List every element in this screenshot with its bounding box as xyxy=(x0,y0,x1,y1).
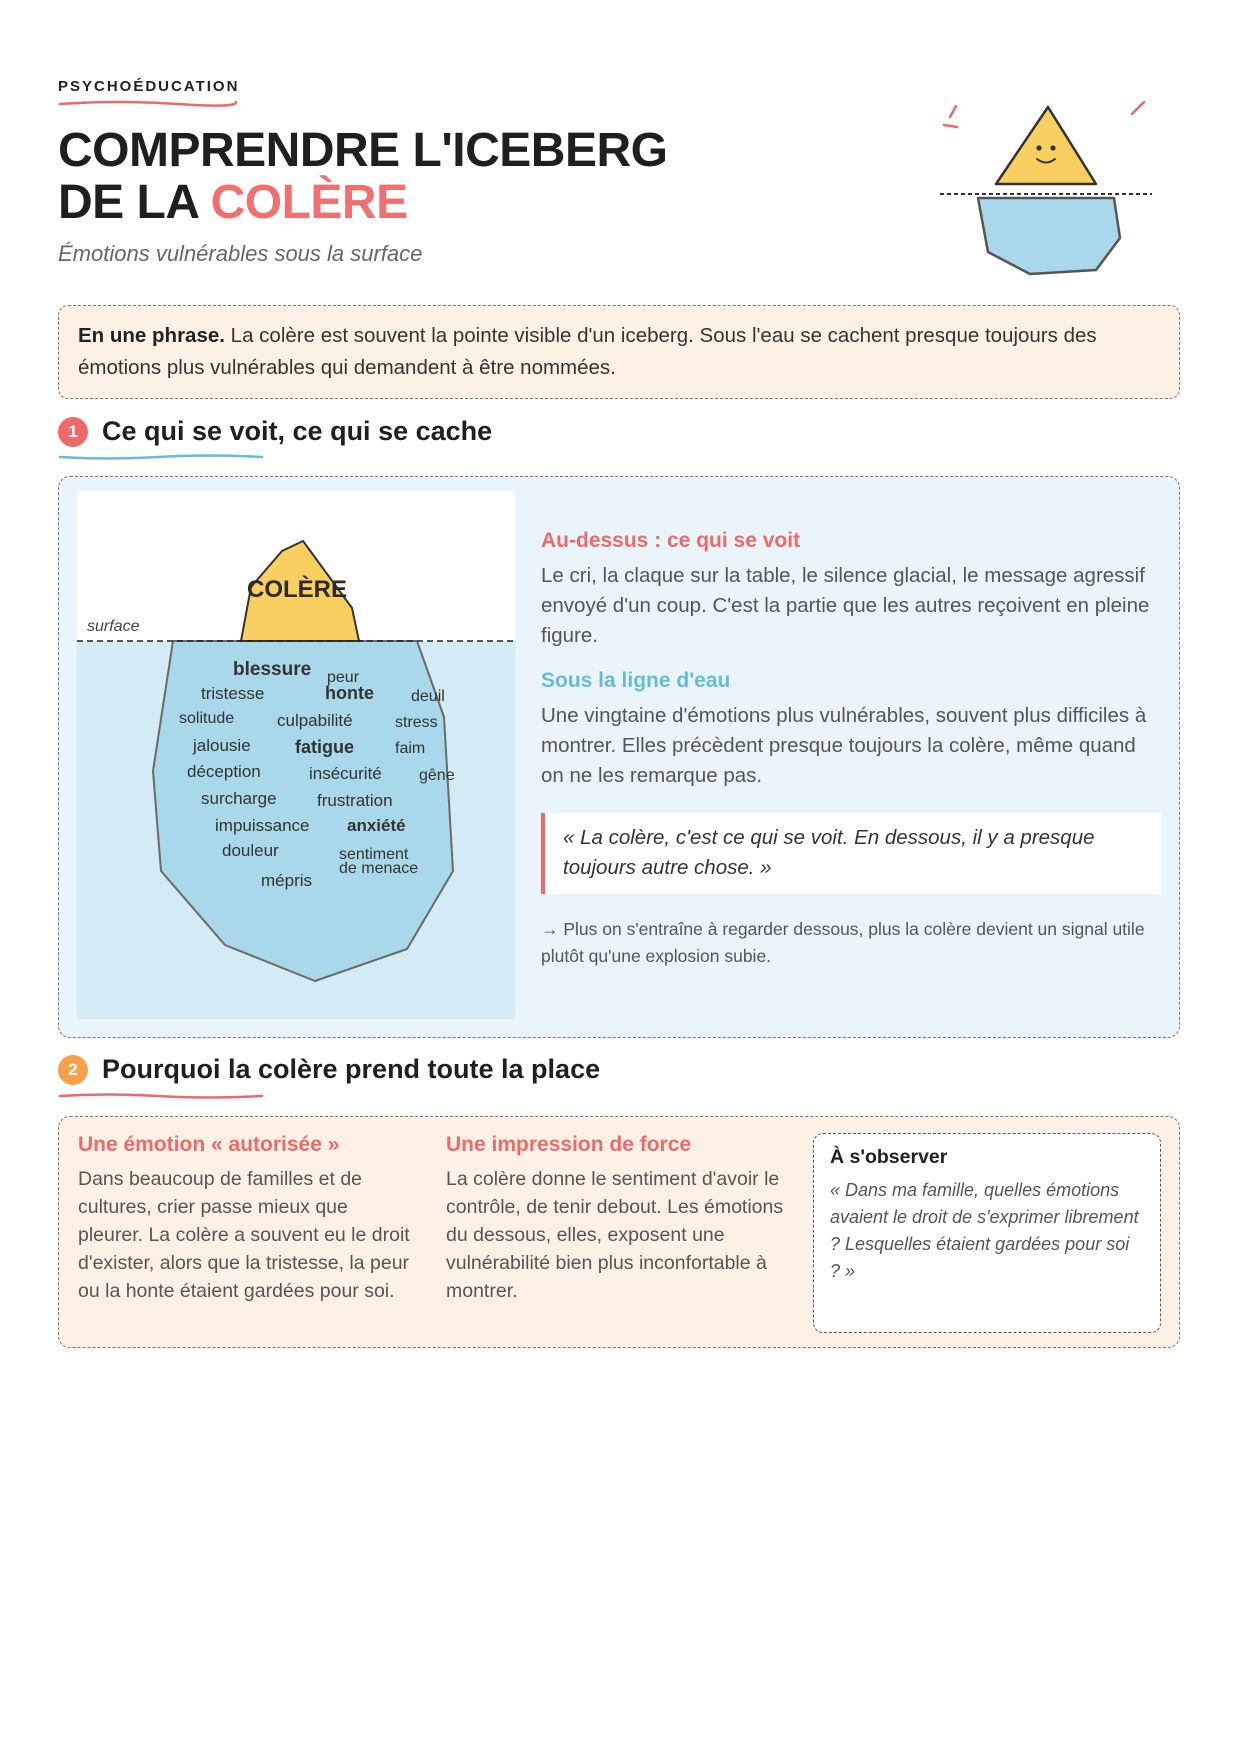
below-text: Une vingtaine d'émotions plus vulnérables, souvent plus difficiles à montrer. Elles précèdent presque toujours la colère, même quand on ne les remarque pas. xyxy=(541,704,1147,787)
emotion-word: frustration xyxy=(317,791,393,810)
emotion-word: solitude xyxy=(179,710,235,727)
emotion-word: anxiété xyxy=(347,816,406,835)
above-text: Le cri, la claque sur la table, le silence glacial, le message agressif envoyé d'un coup. C'est la partie que les autres reçoivent en pleine figure. xyxy=(541,564,1150,647)
spark-line-left-bottom xyxy=(944,125,957,127)
observe-question: « Dans ma famille, quelles émotions avaient le droit de s'exprimer librement ? Lesquelles étaient gardées pour soi ? » xyxy=(830,1180,1139,1281)
self-observation-box xyxy=(813,1133,1161,1333)
emotion-word: sentiment xyxy=(339,846,409,863)
spark-line-left-top xyxy=(950,106,956,117)
section-1-header xyxy=(58,416,492,447)
left-eye xyxy=(1036,145,1041,150)
emotion-word: gêne xyxy=(419,767,455,784)
section-2-number: 2 xyxy=(58,1055,88,1085)
section-1-number: 1 xyxy=(58,417,88,447)
title-line-2-prefix: DE LA xyxy=(58,176,211,229)
emotion-word: mépris xyxy=(261,871,313,890)
arrow-note: → Plus on s'entraîne à regarder dessous, plus la colère devient un signal utile plutôt qu'une explosion subie. xyxy=(541,919,1145,966)
above-heading: Au-dessus : ce qui se voit xyxy=(541,529,801,552)
quote-block: « La colère, c'est ce qui se voit. En dessous, il y a presque toujours autre chose. » xyxy=(541,813,1161,894)
emotion-word: stress xyxy=(395,714,438,731)
emotion-word: surcharge xyxy=(201,789,277,808)
right-eye xyxy=(1050,145,1055,150)
iceberg-diagram xyxy=(77,491,515,1019)
column-authorized-emotion xyxy=(78,1133,418,1305)
title-accent-word: COLÈRE xyxy=(210,176,408,229)
column-2-text: La colère donne le sentiment d'avoir le contrôle, de tenir debout. Les émotions du dessous, elles, exposent une vulnérabilité bien plus inconfortable à montrer. xyxy=(446,1168,784,1302)
page-title xyxy=(58,125,758,229)
surface-label: surface xyxy=(87,618,140,635)
section-2-underline xyxy=(58,1092,264,1100)
emotion-word: jalousie xyxy=(193,736,251,755)
spark-line-right xyxy=(1132,102,1144,114)
kicker-label: PSYCHOÉDUCATION xyxy=(58,78,240,95)
title-line-1: COMPRENDRE L'ICEBERG xyxy=(58,124,668,177)
column-2-heading: Une impression de force xyxy=(446,1133,692,1156)
section-1-title: Ce qui se voit, ce qui se cache xyxy=(102,416,493,446)
section-2-header xyxy=(58,1054,600,1085)
emotion-word: honte xyxy=(325,683,374,703)
emotion-word: de menace xyxy=(339,860,419,877)
title-line-2 xyxy=(58,177,758,229)
summary-box xyxy=(58,305,1180,399)
emotion-word: insécurité xyxy=(309,764,382,783)
hero-iceberg-tip xyxy=(996,107,1096,184)
observe-heading: À s'observer xyxy=(830,1146,948,1168)
section-2-panel xyxy=(58,1116,1180,1348)
section-1-panel xyxy=(58,476,1180,1038)
column-1-text: Dans beaucoup de familles et de cultures, crier passe mieux que pleurer. La colère a souvent eu le droit d'exister, alors que la tristesse, la peur ou la honte étaient gardées pour soi. xyxy=(78,1168,410,1302)
emotion-word: tristesse xyxy=(201,684,265,703)
below-heading: Sous la ligne d'eau xyxy=(541,669,731,692)
column-1-heading: Une émotion « autorisée » xyxy=(78,1133,340,1156)
summary-text: La colère est souvent la pointe visible d'un iceberg. Sous l'eau se cachent presque toujours des émotions plus vulnérables qui demandent à être nommées. xyxy=(78,324,1097,379)
emotion-word: faim xyxy=(395,740,426,757)
emotion-word: peur xyxy=(327,669,360,686)
emotion-word: déception xyxy=(187,762,261,781)
smiling-iceberg-icon xyxy=(940,92,1170,282)
emotion-word: douleur xyxy=(222,841,279,860)
summary-lead: En une phrase. xyxy=(78,324,225,347)
emotion-word: impuissance xyxy=(215,816,310,835)
emotion-word: culpabilité xyxy=(277,711,353,730)
kicker-underline xyxy=(58,99,238,107)
page-header xyxy=(58,78,758,267)
column-impression-of-force xyxy=(446,1133,786,1305)
hero-iceberg-base xyxy=(978,198,1120,274)
emotion-word: fatigue xyxy=(295,737,355,757)
section-1-text xyxy=(541,529,1161,970)
emotion-word: deuil xyxy=(411,688,445,705)
section-2-title: Pourquoi la colère prend toute la place xyxy=(102,1054,601,1084)
tip-label: COLÈRE xyxy=(246,576,348,603)
page-subtitle: Émotions vulnérables sous la surface xyxy=(58,241,423,266)
section-1-underline xyxy=(58,453,264,461)
emotion-word: blessure xyxy=(233,659,312,680)
